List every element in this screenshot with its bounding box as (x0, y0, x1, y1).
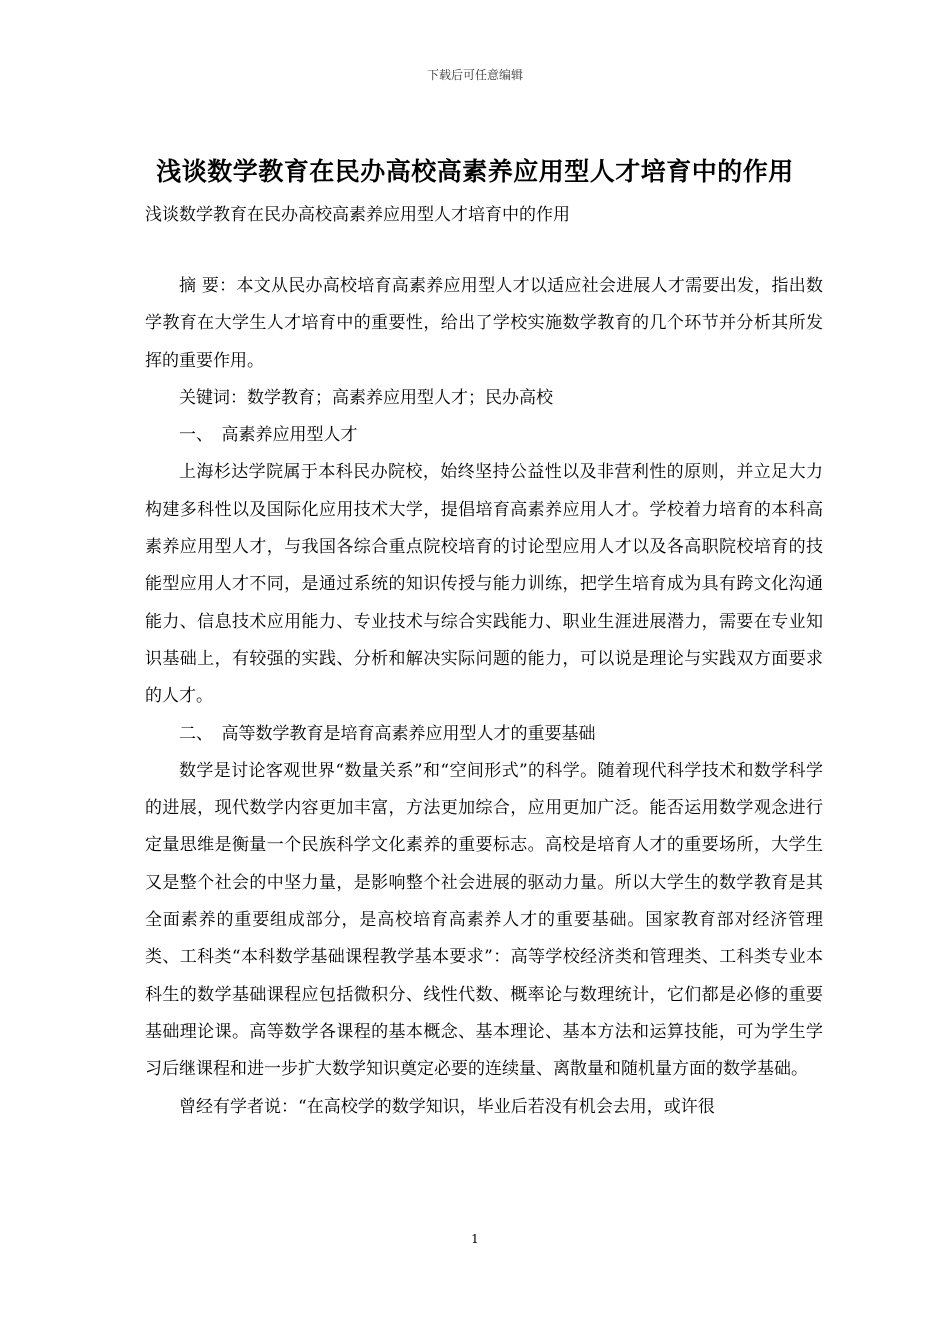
page-header: 下载后可任意编辑 (426, 68, 523, 82)
body-paragraph: 曾经有学者说：“在高校学的数学知识，毕业后若没有机会去用，或许很 (179, 1096, 715, 1117)
document-subtitle: 浅谈数学教育在民办高校高素养应用型人才培育中的作用 (145, 205, 570, 225)
body-paragraph: 数学是讨论客观世界“数量关系”和“空间形式”的科学。随着现代科学技术和数学科学的进展，现代数学内容更加丰富，方法更加综合，应用更加广泛。能否运用数学观念进行定量思维是衡量一个民族科学文化素养的重要标志。高校是培育人才的重要场所，大学生又是整个社会的中坚力量，是影响整个社会进展的驱动力量。所以大学生的数学教育是其全面素养的重要组成部分，是高校培育高素养人才的重要基础。国家教育部对经济管理类、工科类“本科数学基础课程教学基本要求”：高等学校经济类和管理类、工科类专业本科生的数学基础课程应包括微积分、线性代数、概率论与数理统计，它们都是必修的重要基础理论课。高等数学各课程的基本概念、基本理论、基本方法和运算技能，可为学生学习后继课程和进一步扩大数学知识奠定必要的连续量、离散量和随机量方面的数学基础。 (145, 760, 823, 1080)
abstract-paragraph: 摘 要：本文从民办高校培育高素养应用型人才以适应社会进展人才需要出发，指出数学教育在大学生人才培育中的重要性，给出了学校实施数学教育的几个环节并分析其所发挥的重要作用。 (145, 276, 823, 371)
page-number: 1 (471, 1232, 479, 1246)
document-body (145, 268, 823, 1126)
body-paragraph: 上海杉达学院属于本科民办院校，始终坚持公益性以及非营利性的原则，并立足大力构建多科性以及国际化应用技术大学，提倡培育高素养应用人才。学校着力培育的本科高素养应用型人才，与我国各综合重点院校培育的讨论型应用人才以及各高职院校培育的技能型应用人才不同，是通过系统的知识传授与能力训练，把学生培育成为具有跨文化沟通能力、信息技术应用能力、专业技术与综合实践能力、职业生涯进展潜力，需要在专业知识基础上，有较强的实践、分析和解决实际问题的能力，可以说是理论与实践双方面要求的人才。 (145, 462, 823, 707)
keywords-paragraph: 关键词：数学教育；高素养应用型人才；民办高校 (179, 387, 553, 408)
section-heading-1: 一、 高素养应用型人才 (179, 425, 358, 446)
section-heading-2: 二、 高等数学教育是培育高素养应用型人才的重要基础 (179, 723, 596, 744)
document-title: 浅谈数学教育在民办高校高素养应用型人才培育中的作用 (156, 157, 794, 186)
